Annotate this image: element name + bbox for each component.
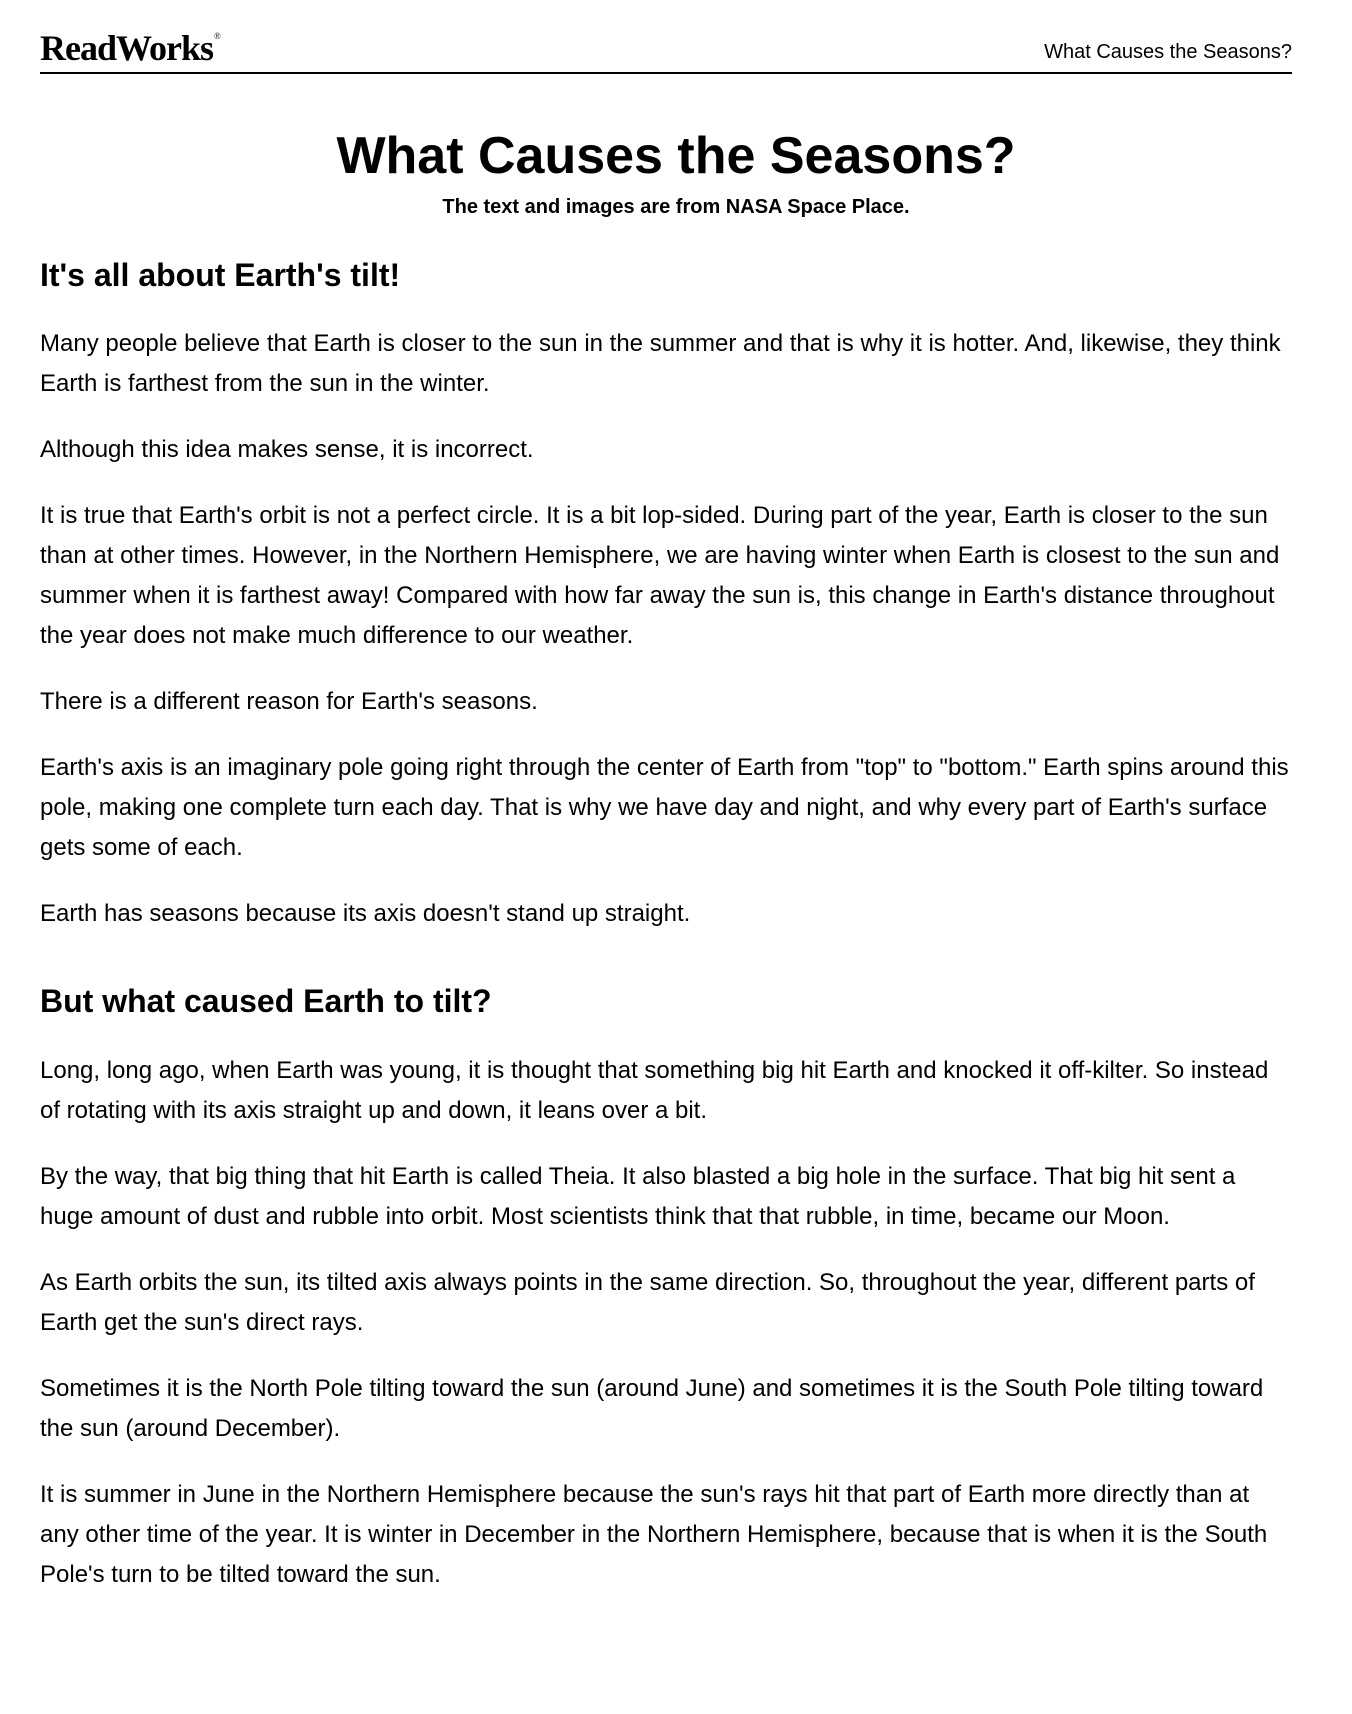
paragraph: It is summer in June in the Northern Hemisphere because the sun's rays hit that part of Earth more directly than at any other time of the year. It is winter in December in the Northern Hemisphere, because that is when it is the South Pole's turn to be tilted toward the sun. <box>40 1480 1268 1588</box>
registered-mark: ® <box>214 31 220 41</box>
article-title: What Causes the Seasons? <box>336 127 1016 185</box>
paragraph: Earth's axis is an imaginary pole going right through the center of Earth from "top" to "bottom." Earth spins around this pole, making one complete turn each day. That is why we have day and night, and why every part of Earth's surface gets some of each. <box>40 754 1289 862</box>
section-heading: But what caused Earth to tilt? <box>40 983 492 1020</box>
logo-text: ReadWorks <box>40 28 214 68</box>
article-body <box>40 256 1292 1621</box>
readworks-logo <box>40 30 220 66</box>
paragraph: Earth has seasons because its axis doesn't stand up straight. <box>40 900 691 928</box>
article-subtitle: The text and images are from NASA Space Place. <box>442 196 910 218</box>
paragraph: Although this idea makes sense, it is incorrect. <box>40 436 534 464</box>
section-heading: It's all about Earth's tilt! <box>40 257 401 293</box>
paragraph: As Earth orbits the sun, its tilted axis always points in the same direction. So, throughout the year, different parts of Earth get the sun's direct rays. <box>40 1268 1255 1336</box>
page-header <box>40 28 1292 74</box>
paragraph: It is true that Earth's orbit is not a perfect circle. It is a bit lop-sided. During part of the year, Earth is closer to the sun than at other times. However, in the Northern Hemisphere, we are having winter when Earth is closest to the sun and summer when it is farthest away! Compared with how far away the sun is, this change in Earth's distance throughout the year does not make much difference to our weather. <box>40 502 1280 650</box>
paragraph: There is a different reason for Earth's seasons. <box>40 688 538 716</box>
paragraph: Sometimes it is the North Pole tilting toward the sun (around June) and sometimes it is the South Pole tilting toward the sun (around December). <box>40 1374 1264 1442</box>
paragraph: Long, long ago, when Earth was young, it is thought that something big hit Earth and knocked it off-kilter. So instead of rotating with its axis straight up and down, it leans over a bit. <box>40 1056 1269 1124</box>
paragraph: By the way, that big thing that hit Earth is called Theia. It also blasted a big hole in the surface. That big hit sent a huge amount of dust and rubble into orbit. Most scientists think that that rubble, in time, became our Moon. <box>40 1162 1236 1230</box>
paragraph: Many people believe that Earth is closer to the sun in the summer and that is why it is hotter. And, likewise, they think Earth is farthest from the sun in the winter. <box>40 330 1281 398</box>
header-title: What Causes the Seasons? <box>1044 41 1292 63</box>
